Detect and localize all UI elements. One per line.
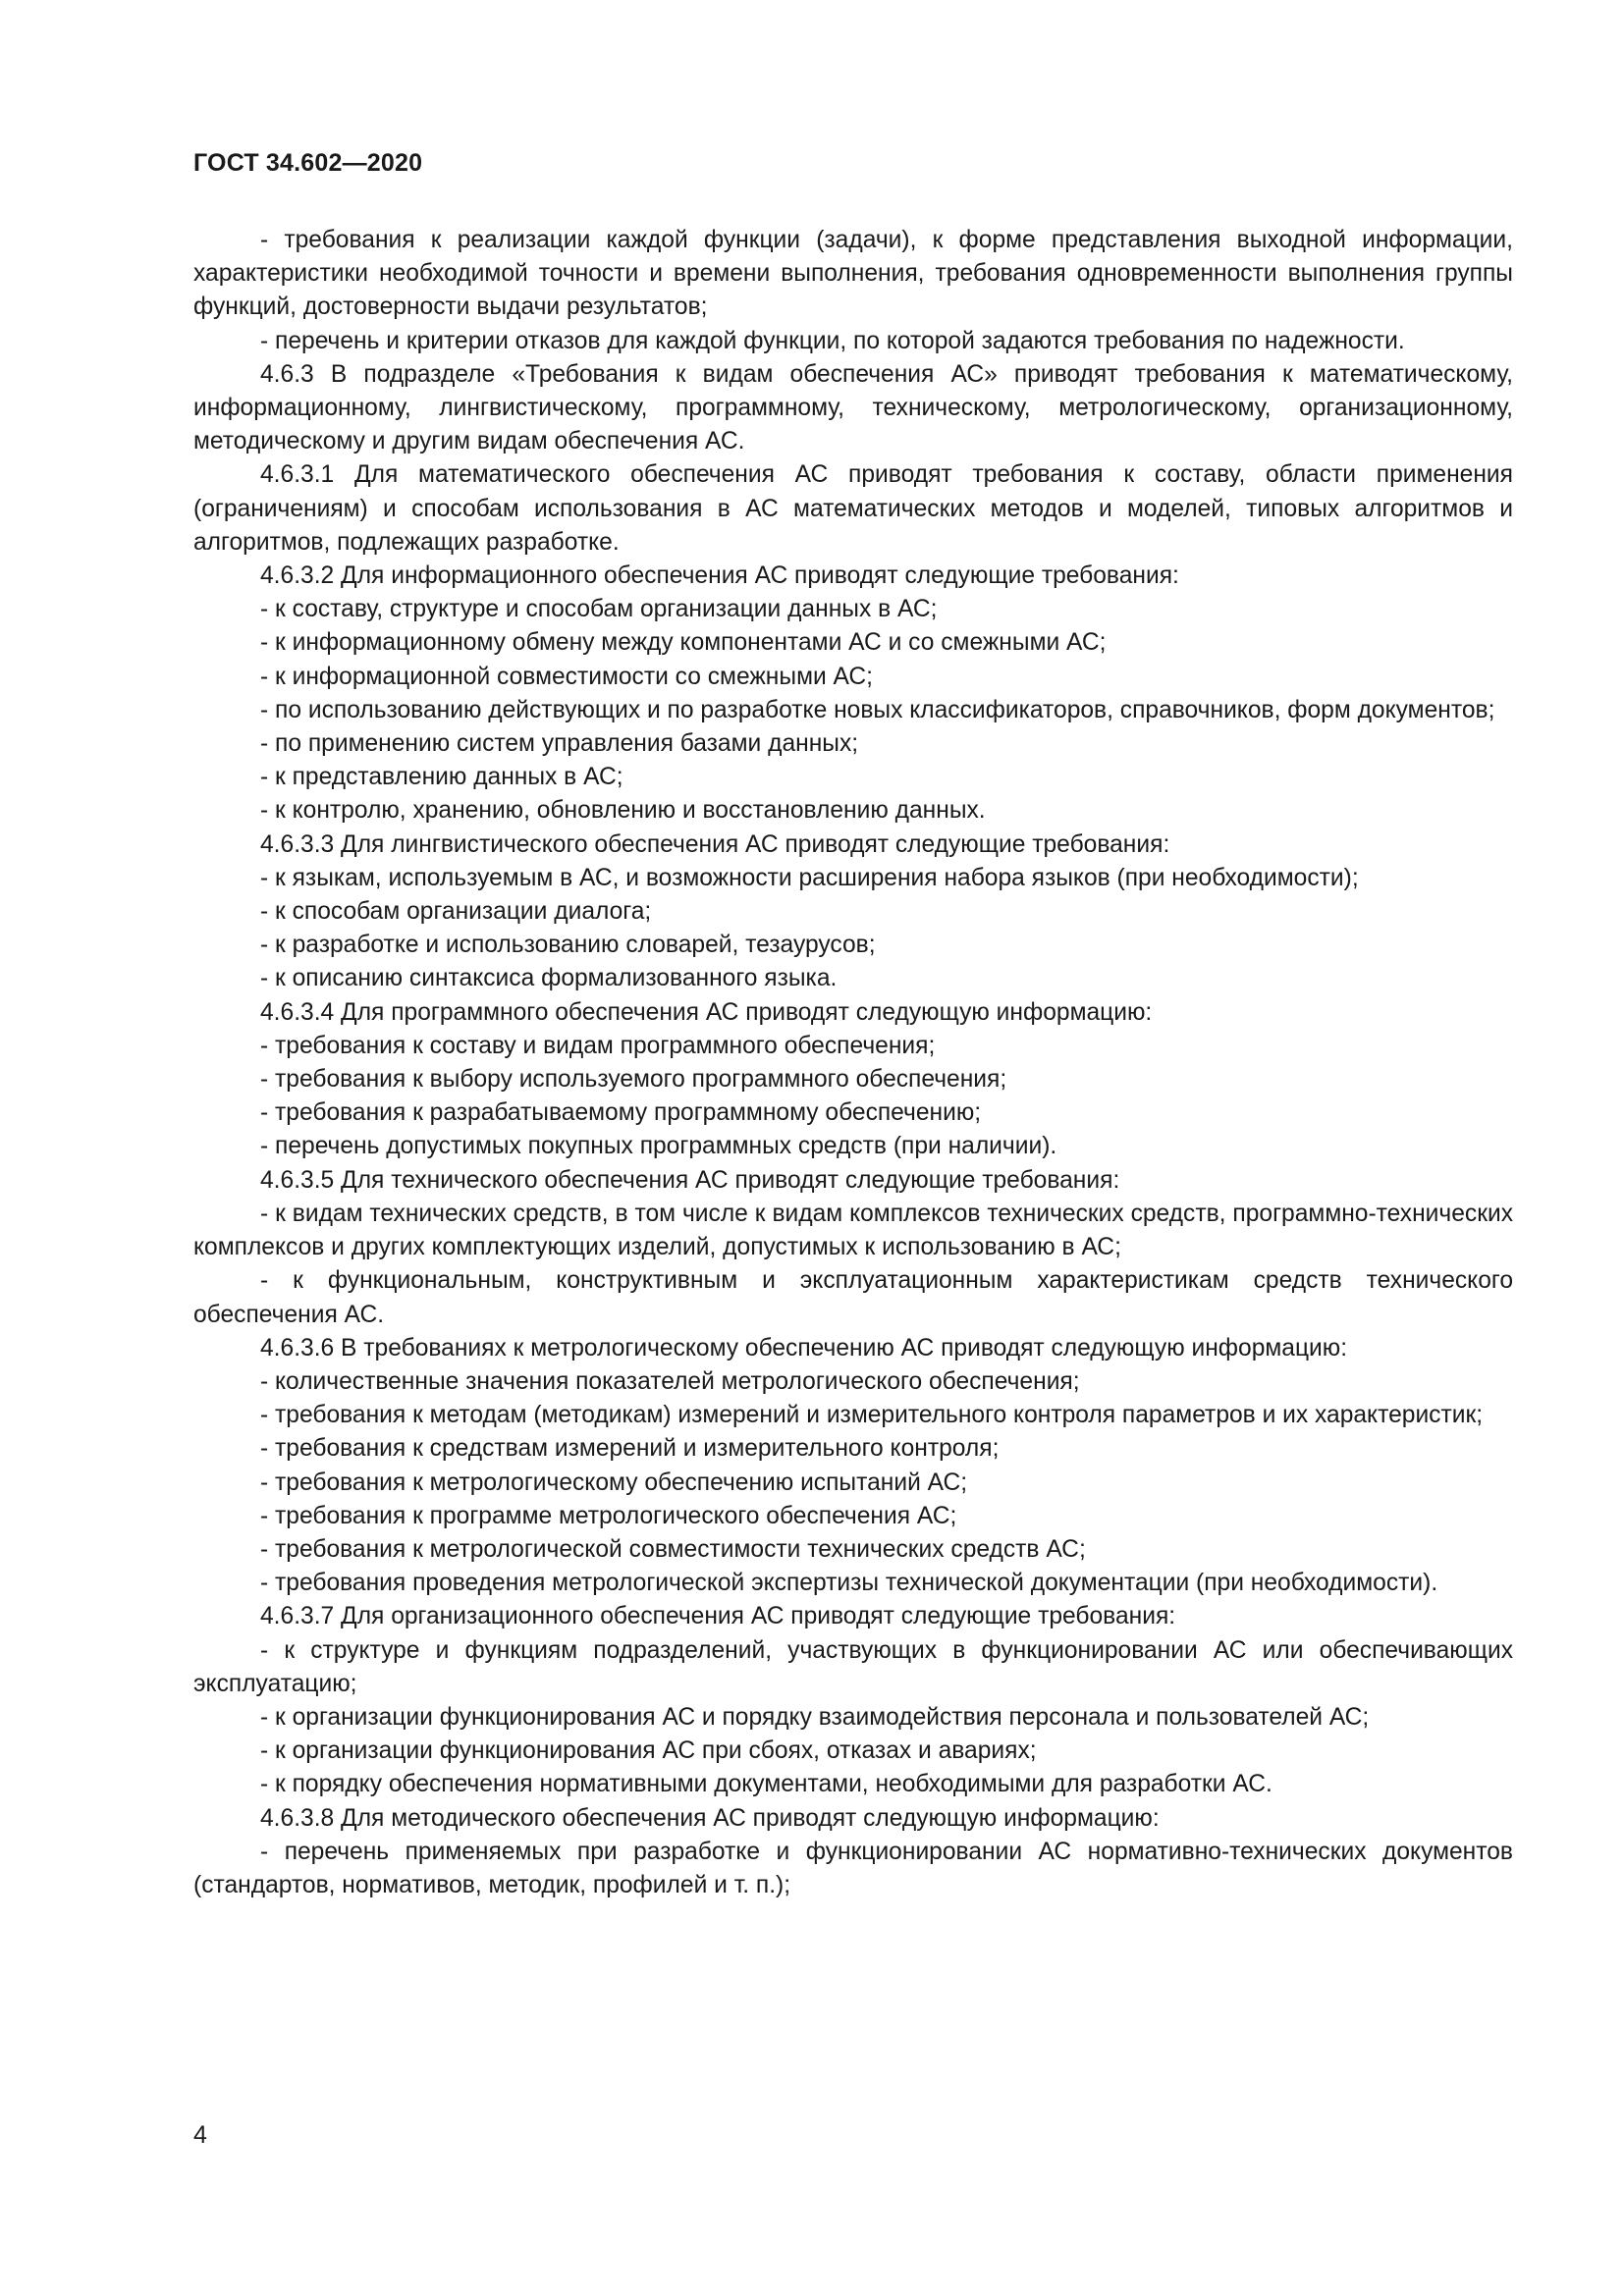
paragraph: - количественные значения показателей метрологического обеспечения;: [260, 1367, 1080, 1395]
paragraph: 4.6.3.2 Для информационного обеспечения АС приводят следующие требования:: [260, 562, 1179, 590]
paragraph: - требования к метрологической совместимости технических средств АС;: [260, 1535, 1086, 1563]
paragraph: - требования к программе метрологического обеспечения АС;: [260, 1502, 957, 1529]
paragraph: 4.6.3.6 В требованиях к метрологическому обеспечению АС приводят следующую информацию:: [260, 1334, 1348, 1362]
paragraph: - требования к средствам измерений и измерительного контроля;: [260, 1435, 1000, 1463]
paragraph: - требования проведения метрологической экспертизы технической документации (при необходимости).: [260, 1570, 1438, 1597]
paragraph: 4.6.3.1 Для математического обеспечения АС приводят требования к составу, области применения (ограничениям) и способам использования в АС математических методов и моделей, типовых алгоритмов и алгоритмов, подлежащих разработке.: [193, 461, 1513, 556]
document-header: ГОСТ 34.602—2020: [193, 149, 423, 177]
paragraph: - требования к метрологическому обеспечению испытаний АС;: [260, 1468, 968, 1496]
paragraph: - к структуре и функциям подразделений, участвующих в функционировании АС или обеспечивающих эксплуатацию;: [193, 1636, 1513, 1697]
paragraph: - к информационной совместимости со смежными АС;: [260, 663, 874, 690]
paragraph: - требования к методам (методикам) измерений и измерительного контроля параметров и их характеристик;: [260, 1402, 1484, 1429]
paragraph: - к видам технических средств, в том числе к видам комплексов технических средств, программно-технических комплексов и других комплектующих изделий, допустимых к использованию в АС;: [193, 1200, 1513, 1261]
paragraph: - требования к разрабатываемому программному обеспечению;: [260, 1099, 982, 1127]
paragraph: - к языкам, используемым в АС, и возможности расширения набора языков (при необходимости);: [260, 864, 1359, 891]
paragraph: - к организации функционирования АС при сбоях, отказах и авариях;: [260, 1737, 1037, 1765]
paragraph: 4.6.3.3 Для лингвистического обеспечения АС приводят следующие требования:: [260, 830, 1170, 858]
paragraph: - перечень применяемых при разработке и функционировании АС нормативно-технических документов (стандартов, нормативов, методик, профилей и т. п.);: [193, 1838, 1513, 1898]
paragraph: - к описанию синтаксиса формализованного языка.: [260, 965, 838, 992]
paragraph: - к организации функционирования АС и порядку взаимодействия персонала и пользователей АС;: [260, 1703, 1370, 1731]
paragraph: 4.6.3.7 Для организационного обеспечения АС приводят следующие требования:: [260, 1603, 1176, 1630]
document-body: [193, 224, 1513, 1902]
page-number: 4: [193, 2121, 207, 2149]
paragraph: 4.6.3.8 Для методического обеспечения АС приводят следующую информацию:: [260, 1804, 1160, 1832]
paragraph: - требования к реализации каждой функции (задачи), к форме представления выходной информации, характеристики необходимой точности и времени выполнения, требования одновременности выполнения группы функций, достоверности выдачи результатов;: [193, 227, 1513, 321]
paragraph: - к разработке и использованию словарей, тезаурусов;: [260, 932, 876, 959]
paragraph: - к представлению данных в АС;: [260, 764, 623, 791]
paragraph: 4.6.3.5 Для технического обеспечения АС приводят следующие требования:: [260, 1166, 1120, 1194]
paragraph: - к информационному обмену между компонентами АС и со смежными АС;: [260, 629, 1107, 657]
paragraph: - к порядку обеспечения нормативными документами, необходимыми для разработки АС.: [260, 1771, 1272, 1798]
paragraph: - перечень и критерии отказов для каждой функции, по которой задаются требования по надежности.: [260, 327, 1405, 354]
paragraph: - по применению систем управления базами данных;: [260, 730, 859, 758]
paragraph: - к контролю, хранению, обновлению и восстановлению данных.: [260, 797, 986, 825]
paragraph: 4.6.3.4 Для программного обеспечения АС приводят следующую информацию:: [260, 998, 1153, 1026]
paragraph: - требования к выбору используемого программного обеспечения;: [260, 1066, 1007, 1094]
paragraph: - требования к составу и видам программного обеспечения;: [260, 1032, 936, 1059]
paragraph: - к составу, структуре и способам организации данных в АС;: [260, 596, 938, 623]
paragraph: - перечень допустимых покупных программных средств (при наличии).: [260, 1133, 1057, 1160]
paragraph: - к функциональным, конструктивным и эксплуатационным характеристикам средств технического обеспечения АС.: [193, 1267, 1513, 1328]
paragraph: - к способам организации диалога;: [260, 898, 652, 926]
paragraph: - по использованию действующих и по разработке новых классификаторов, справочников, форм документов;: [260, 696, 1495, 723]
paragraph: 4.6.3 В подразделе «Требования к видам обеспечения АС» приводят требования к математическому, информационному, лингвистическому, программному, техническому, метрологическому, организационному, методическому и другим видам обеспечения АС.: [193, 360, 1513, 455]
